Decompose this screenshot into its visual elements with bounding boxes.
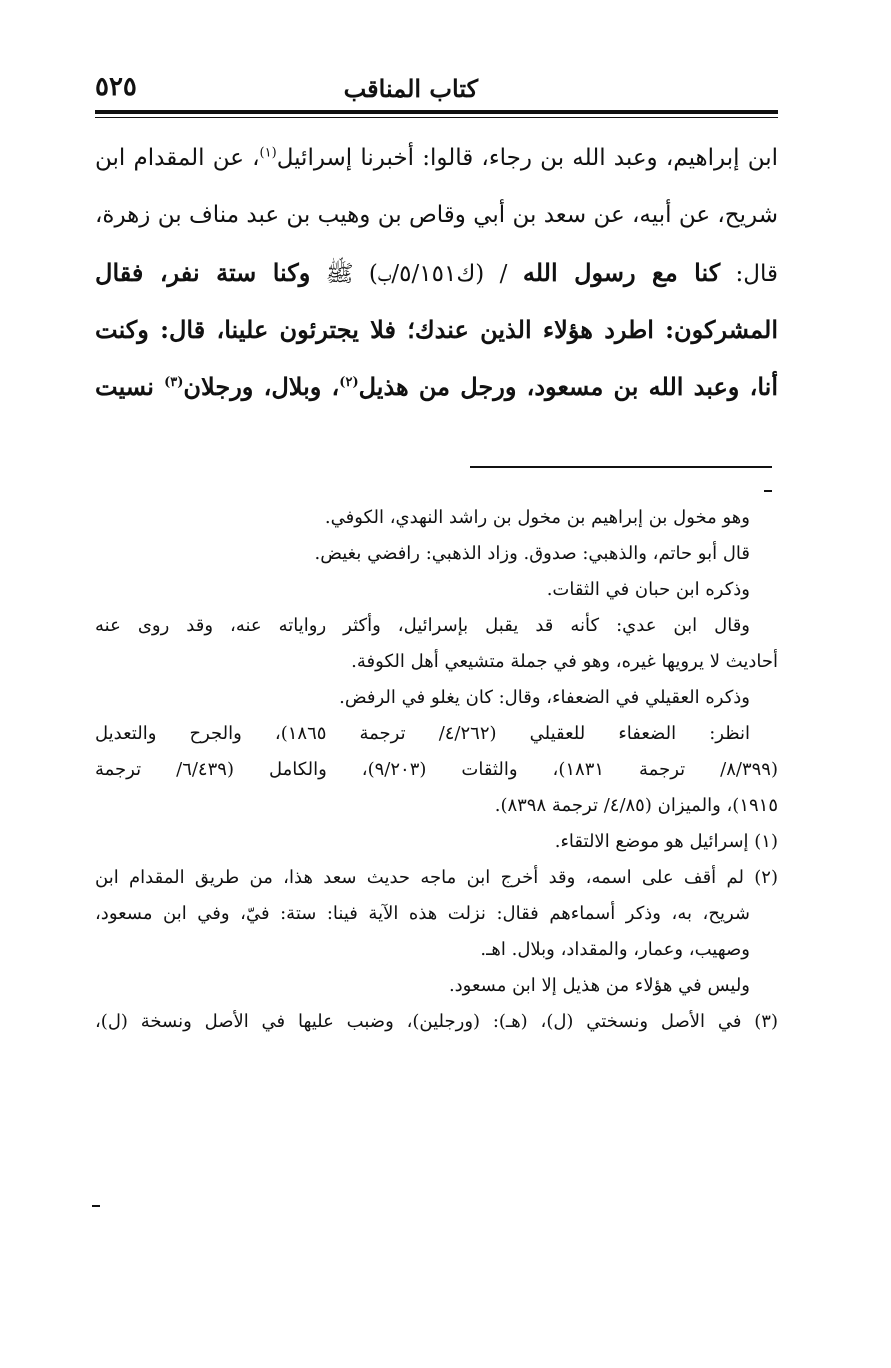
footnote-line-12: شريح، به، وذكر أسماءهم فقال: نزلت هذه الآية فينا: ستة: فيّ، وفي ابن مسعود، (95, 903, 750, 924)
main-line-3-text-c: / (ك٥/١٥١/ب) ﷺ (325, 261, 508, 287)
page-number: ٥٢٥ (95, 72, 137, 102)
margin-dash-bottom (92, 1205, 100, 1207)
main-line-3-text-d: وكنا ستة نفر، فقال (95, 258, 311, 287)
main-line-3-text-b: كنا مع رسول الله (522, 258, 721, 287)
footnote-line-7: انظر: الضعفاء للعقيلي (٤/٢٦٢/ ترجمة ١٨٦٥)، والجرح والتعديل (95, 723, 751, 744)
footnote-line-8: (٨/٣٩٩/ ترجمة ١٨٣١)، والثقات (٩/٢٠٣)، والكامل (٦/٤٣٩/ ترجمة (95, 759, 778, 780)
main-line-1-text-b: ، عن المقدام ابن (95, 145, 260, 171)
footnote-line-15: (٣) في الأصل ونسختي (ل)، (هـ): (ورجلين)، وضبب عليها في الأصل ونسخة (ل)، (95, 1011, 778, 1032)
main-line-4: المشركون: اطرد هؤلاء الذين عندك؛ فلا يجترئون علينا، قال: وكنت (95, 315, 778, 344)
chapter-title: كتاب المناقب (343, 74, 478, 103)
footnotes-block (95, 500, 778, 1040)
footnote-ref-2: (٢) (339, 375, 359, 390)
footnote-ref-1: (١) (259, 145, 277, 161)
header-rule-thin (95, 117, 778, 118)
page-header (95, 70, 778, 110)
main-line-5-text-a: أنا، وعبد الله بن مسعود، ورجل من هذيل (358, 372, 778, 401)
main-line-1-text-a: ابن إبراهيم، وعبد الله بن رجاء، قالوا: أخبرنا إسرائيل (276, 145, 778, 171)
footnote-line-2: قال أبو حاتم، والذهبي: صدوق. وزاد الذهبي: رافضي بغيض. (314, 543, 750, 564)
footnote-ref-3: (٣) (164, 375, 184, 390)
main-line-5-text-c: نسيت (95, 372, 165, 401)
footnote-line-5: أحاديث لا يرويها غيره، وهو في جملة متشيعي أهل الكوفة. (351, 651, 778, 672)
footnote-line-3: وذكره ابن حبان في الثقات. (546, 579, 750, 600)
main-line-2: شريح، عن أبيه، عن سعد بن أبي وقاص بن وهيب بن عبد مناف بن زهرة، (95, 202, 778, 228)
footnote-line-13: وصهيب، وعمار، والمقداد، وبلال. اهـ. (480, 939, 750, 960)
main-line-3 (95, 244, 778, 301)
footnote-line-9: ١٩١٥)، والميزان (٤/٨٥/ ترجمة ٨٣٩٨). (494, 795, 778, 816)
footnote-line-4: وقال ابن عدي: كأنه قد يقبل بإسرائيل، وأكثر رواياته عنه، وقد روى عنه (95, 615, 750, 636)
main-line-5-text-b: ، وبلال، ورجلان (183, 372, 340, 401)
main-line-3-text-a: قال: (735, 261, 778, 287)
margin-dash-top (764, 490, 772, 492)
main-line-1 (95, 130, 778, 187)
footnote-line-11: (٢) لم أقف على اسمه، وقد أخرج ابن ماجه حديث سعد هذا، من طريق المقدام ابن (95, 867, 778, 888)
footnote-line-10: (١) إسرائيل هو موضع الالتقاء. (554, 831, 778, 852)
main-text-block (95, 130, 778, 415)
footnote-line-1: وهو مخول بن إبراهيم بن مخول بن راشد النهدي، الكوفي. (324, 507, 750, 528)
footnote-line-14: وليس في هؤلاء من هذيل إلا ابن مسعود. (448, 975, 750, 996)
main-line-5 (95, 358, 778, 415)
header-rule-thick (95, 110, 778, 114)
footnote-line-6: وذكره العقيلي في الضعفاء، وقال: كان يغلو في الرفض. (339, 687, 750, 708)
footnote-separator (470, 466, 772, 468)
